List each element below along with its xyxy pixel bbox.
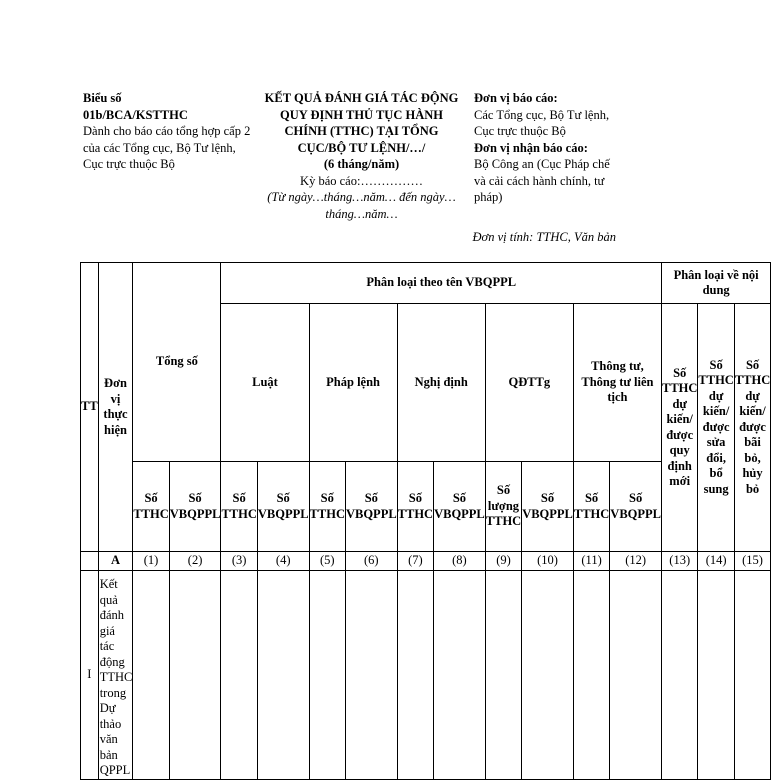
cell (257, 571, 309, 780)
report-range-2: tháng…năm… (325, 206, 398, 221)
measurement-unit: Đơn vị tính: TTHC, Văn bản (472, 230, 616, 244)
sub-so-tthc: Số TTHC (573, 462, 609, 552)
index-5: (5) (309, 552, 345, 571)
tt-header: TT (81, 263, 99, 552)
cell (573, 571, 609, 780)
unit-header: Đơn vị thực hiện (98, 263, 133, 552)
row-tt: I (81, 571, 99, 780)
sub-so-luong-tthc: Số lượng TTHC (485, 462, 521, 552)
cell (169, 571, 221, 780)
report-table (80, 262, 771, 780)
cell (397, 571, 433, 780)
title-line-1: KẾT QUẢ ĐÁNH GIÁ TÁC ĐỘNG (264, 91, 459, 105)
sub-so-tthc: Số TTHC (133, 462, 169, 552)
sub-so-tthc: Số TTHC (221, 462, 257, 552)
receiving-unit-label: Đơn vị nhận báo cáo: (474, 140, 588, 155)
reporting-unit-block (474, 90, 624, 206)
row-description: Kết quả đánh giá tác động TTHC trong Dự thảo văn bản QPPL (98, 571, 133, 780)
index-3: (3) (221, 552, 257, 571)
index-6: (6) (345, 552, 397, 571)
cell (309, 571, 345, 780)
group-thong-tu: Thông tư, Thông tư liên tịch (573, 304, 661, 462)
sub-so-vb: Số VBQPPL (257, 462, 309, 552)
sub-so-vb: Số VBQPPL (610, 462, 662, 552)
content-type-header: Phân loại về nội dung (661, 263, 770, 304)
cell (698, 571, 734, 780)
sub-so-vb: Số VBQPPL (522, 462, 574, 552)
sub-so-tthc: Số TTHC (309, 462, 345, 552)
group-qdttg: QĐTTg (485, 304, 573, 462)
index-tt (81, 552, 99, 571)
index-15: (15) (734, 552, 770, 571)
index-8: (8) (434, 552, 486, 571)
title-line-2: QUY ĐỊNH THỦ TỤC HÀNH (280, 107, 443, 122)
sub-so-vb: Số VBQPPL (169, 462, 221, 552)
group-phap-lenh: Pháp lệnh (309, 304, 397, 462)
index-14: (14) (698, 552, 734, 571)
cell (434, 571, 486, 780)
form-code-label: Biểu số (83, 91, 122, 105)
cell (345, 571, 397, 780)
index-11: (11) (573, 552, 609, 571)
report-range-1: (Từ ngày…tháng…năm… đến ngày… (267, 190, 456, 204)
title-line-4: CỤC/BỘ TƯ LỆNH/…/ (297, 140, 426, 155)
title-line-5: (6 tháng/năm) (323, 157, 400, 171)
report-period: Kỳ báo cáo:…………… (300, 173, 423, 188)
index-9: (9) (485, 552, 521, 571)
index-2: (2) (169, 552, 221, 571)
index-1: (1) (133, 552, 169, 571)
content-amend-header: Số TTHC dự kiến/được sửa đổi, bổ sung (698, 304, 734, 552)
form-code: 01b/BCA/KSTTHC (83, 107, 188, 122)
index-a: A (98, 552, 133, 571)
index-7: (7) (397, 552, 433, 571)
receiving-unit-value: Bộ Công an (Cục Pháp chế và cải cách hành chính, tư pháp) (474, 157, 610, 204)
doc-type-header: Phân loại theo tên VBQPPL (221, 263, 662, 304)
cell (485, 571, 521, 780)
report-title-block (253, 90, 470, 222)
index-13: (13) (661, 552, 697, 571)
group-luat: Luật (221, 304, 309, 462)
cell (610, 571, 662, 780)
sub-so-vb: Số VBQPPL (434, 462, 486, 552)
cell (522, 571, 574, 780)
cell (221, 571, 257, 780)
index-12: (12) (610, 552, 662, 571)
form-description: Dành cho báo cáo tổng hợp cấp 2 của các Tổng cục, Bộ Tư lệnh, Cục trực thuộc Bộ (83, 124, 251, 171)
cell (734, 571, 770, 780)
content-abolish-header: Số TTHC dự kiến/được bãi bỏ, hủy bỏ (734, 304, 770, 552)
index-4: (4) (257, 552, 309, 571)
reporting-unit-label: Đơn vị báo cáo: (474, 91, 558, 105)
sub-so-tthc: Số TTHC (397, 462, 433, 552)
sub-so-vb: Số VBQPPL (345, 462, 397, 552)
form-code-block (83, 90, 251, 173)
group-nghi-dinh: Nghị định (397, 304, 485, 462)
index-10: (10) (522, 552, 574, 571)
title-line-3: CHÍNH (TTHC) TẠI TỔNG (284, 124, 439, 138)
content-new-header: Số TTHC dự kiến/được quy định mới (661, 304, 697, 552)
cell (661, 571, 697, 780)
reporting-unit-value: Các Tổng cục, Bộ Tư lệnh, Cục trực thuộc Bộ (474, 107, 610, 138)
cell (133, 571, 169, 780)
total-header: Tổng số (133, 263, 221, 462)
